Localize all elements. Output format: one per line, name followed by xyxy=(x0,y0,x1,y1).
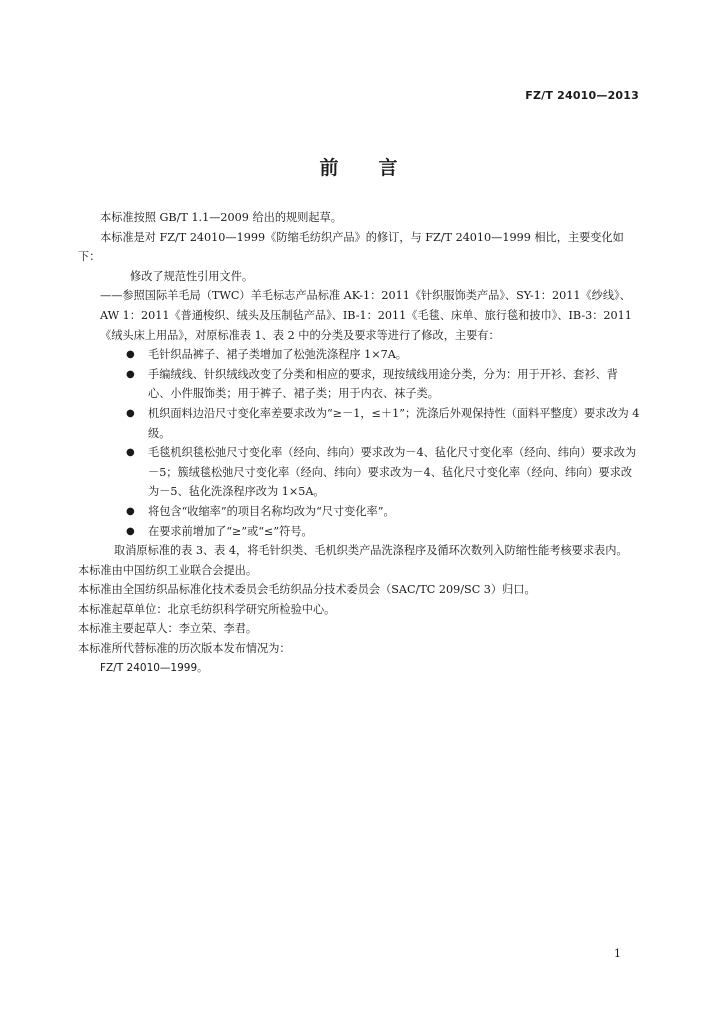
bullet-item xyxy=(78,522,640,542)
bullet-text: 将包含“收缩率”的项目名称均改为“尺寸变化率”。 xyxy=(148,504,395,518)
bullet-dot-icon: ● xyxy=(126,505,135,517)
bullet-item xyxy=(78,345,640,365)
bullet-text: 毛毯机织毯松弛尺寸变化率（经向、纬向）要求改为－4、毡化尺寸变化率（经向、纬向）要求改为－5；簇绒毯松弛尺寸变化率（经向、纬向）要求改为－4、毡化尺寸变化率（经向、纬向）要求改为－5、毡化洗涤程序改为 1×5A。 xyxy=(148,446,637,499)
change-item-references: 修改了规范性引用文件。 xyxy=(130,269,254,283)
paragraph-proposer: 本标准由中国纺织工业联合会提出。 xyxy=(78,563,258,577)
bullet-text: 机织面料边沿尺寸变化率差要求改为“≥－1，≤＋1”；洗涤后外观保持性（面料平整度）要求改为 4 级。 xyxy=(148,406,640,440)
paragraph-technical-committee: 本标准由全国纺织品标准化技术委员会毛纺织品分技术委员会（SAC/TC 209/SC 3）归口。 xyxy=(78,583,536,597)
bullet-item xyxy=(78,502,640,522)
bullet-item xyxy=(78,365,640,404)
bullet-item xyxy=(78,404,640,443)
bullet-text: 毛针织品裤子、裙子类增加了松弛洗涤程序 1×7A。 xyxy=(148,348,407,362)
foreword-body xyxy=(78,208,640,678)
standard-code: FZ/T 24010—2013 xyxy=(525,89,639,102)
bullet-text: 手编绒线、针织绒线改变了分类和相应的要求，现按绒线用途分类，分为：用于开衫、套衫、背心、小件服饰类；用于裤子、裙子类；用于内衣、袜子类。 xyxy=(148,367,618,401)
previous-edition-code: FZ/T 24010—1999。 xyxy=(100,661,208,674)
page-number: 1 xyxy=(614,947,621,960)
change-item-twc-standards xyxy=(78,286,640,345)
page-title: 前言 xyxy=(319,157,438,179)
bullet-dot-icon: ● xyxy=(126,447,135,459)
bullet-dot-icon: ● xyxy=(126,349,135,361)
paragraph-drafting-unit: 本标准起草单位：北京毛纺织科学研究所检验中心。 xyxy=(78,602,336,616)
paragraph-drafting-rule: 本标准按照 GB/T 1.1—2009 给出的规则起草。 xyxy=(100,211,342,224)
bullet-dot-icon: ● xyxy=(126,407,135,419)
dash-item-text: ——参照国际羊毛局（TWC）羊毛标志产品标准 AK-1：2011《针织服饰类产品》、SY-1：2011《纱线》、AW 1：2011《普通梭织、绒头及压制毡产品》、IB-1：2011《毛毯、床单、旅行毯和披巾》、IB-3：2011《绒头床上用品》，对原标准表 1、表 2 中的分类及要求等进行了修改，主要有： xyxy=(100,289,632,342)
change-item-tables: 取消原标准的表 3、表 4，将毛针织类、毛机织类产品洗涤程序及循环次数列入防缩性能考核要求表内。 xyxy=(114,544,628,558)
bullet-dot-icon: ● xyxy=(126,368,135,380)
bullet-dot-icon: ● xyxy=(126,525,135,537)
paragraph-revision-summary: 本标准是对 FZ/T 24010—1999《防缩毛纺织产品》的修订，与 FZ/T 24010—1999 相比，主要变化如下： xyxy=(78,230,624,264)
paragraph-main-drafters: 本标准主要起草人：李立荣、李君。 xyxy=(78,622,258,636)
bullet-item xyxy=(78,443,640,502)
bullet-text: 在要求前增加了“≥”或“≤”符号。 xyxy=(148,524,313,538)
paragraph-previous-editions: 本标准所代替标准的历次版本发布情况为： xyxy=(78,642,291,656)
